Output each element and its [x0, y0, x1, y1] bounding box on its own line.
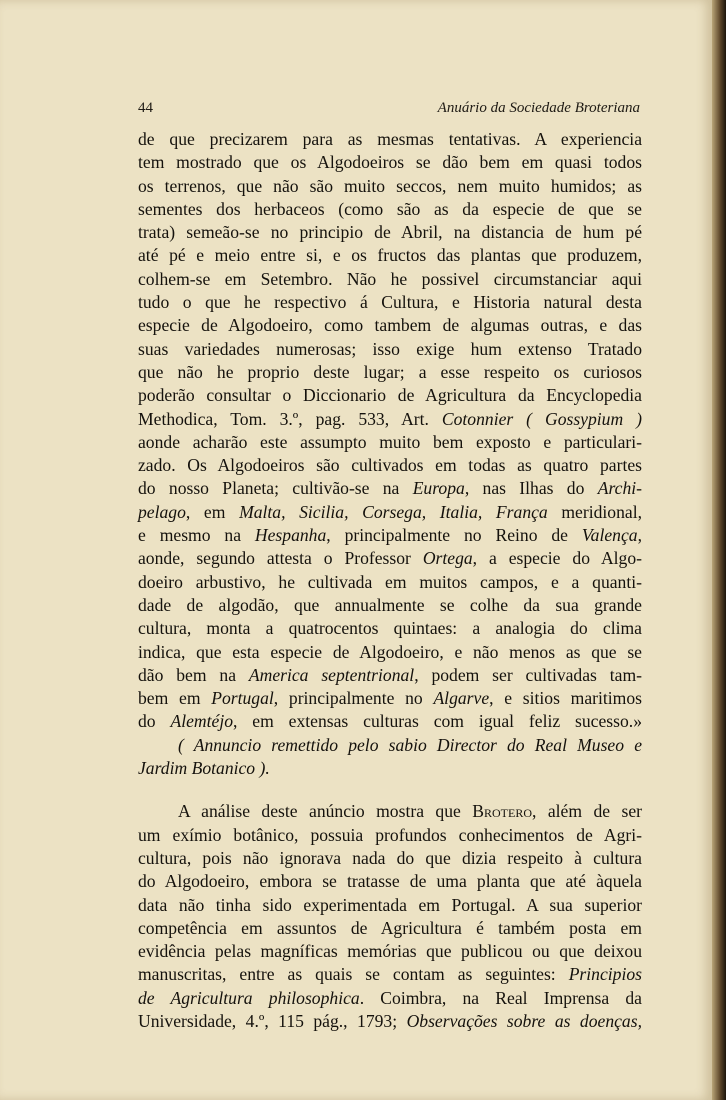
text-line: zado. Os Algodoeiros são cultivados em todas as quatro partes [138, 455, 642, 476]
page-number: 44 [138, 100, 153, 116]
text-line: trata) semeão-se no principio de Abril, na distancia de hum pé [138, 222, 642, 243]
text-line: sementes dos herbaceos (como são as da especie de que se [138, 198, 642, 219]
running-title: Anuário da Sociedade Broteriana [437, 100, 640, 116]
text-line: de Agricultura philosophica. Coimbra, na Real Imprensa da [138, 987, 642, 1008]
text-line: colhem-se em Setembro. Não he possivel circumstanciar aqui [138, 268, 642, 289]
text-line: competência em assuntos de Agricultura é também posta em [138, 917, 642, 938]
commentary-paragraph [138, 800, 642, 1033]
text-line: aonde, segundo attesta o Professor Ortega, a especie do Algo- [138, 548, 642, 569]
text-line: data não tinha sido experimentada em Portugal. A sua superior [138, 894, 642, 915]
text-line: manuscritas, entre as quais se contam as seguintes: Principios [138, 964, 642, 985]
body-text [138, 128, 642, 1033]
text-line: cultura, pois não ignorava nada do que dizia respeito à cultura [138, 847, 642, 868]
text-line: do Alemtéjo, em extensas culturas com igual feliz sucesso.» [138, 711, 642, 732]
text-line: tudo o que he respectivo á Cultura, e Historia natural desta [138, 292, 642, 313]
attribution-line: ( Annuncio remettido pelo sabio Director do Real Museo e [178, 734, 642, 755]
text-line: dade de algodão, que annualmente se colhe da sua grande [138, 594, 642, 615]
text-line: indica, que esta especie de Algodoeiro, e não menos as que se [138, 641, 642, 662]
text-line: especie de Algodoeiro, como tambem de algumas outras, e das [138, 315, 642, 336]
text-line: e mesmo na Hespanha, principalmente no Reino de Valença, [138, 525, 642, 546]
text-line: do nosso Planeta; cultivão-se na Europa, nas Ilhas do Archi- [138, 478, 642, 499]
attribution [138, 734, 642, 781]
text-line: os terrenos, que não são muito seccos, nem muito humidos; as [138, 175, 642, 196]
text-line: aonde acharão este assumpto muito bem exposto e particulari- [138, 431, 642, 452]
text-line: suas variedades numerosas; isso exige hum extenso Tratado [138, 338, 642, 359]
running-head [138, 100, 640, 117]
text-line: um exímio botânico, possuia profundos conhecimentos de Agri- [138, 824, 642, 845]
text-line: até pé e meio entre si, e os fructos das plantas que produzem, [138, 245, 642, 266]
text-line: cultura, monta a quatrocentos quintaes: a analogia do clima [138, 618, 642, 639]
text-line: de que precizarem para as mesmas tentativas. A experiencia [138, 129, 642, 149]
page-edge [712, 0, 726, 1100]
paragraph-gap [138, 780, 642, 800]
text-line: doeiro arbustivo, he cultivada em muitos campos, e a quanti- [138, 571, 642, 592]
text-line: bem em Portugal, principalmente no Algarve, e sitios maritimos [138, 688, 642, 709]
text-line: tem mostrado que os Algodoeiros se dão bem em quasi todos [138, 152, 642, 173]
text-line: evidência pelas magníficas memórias que publicou ou que deixou [138, 941, 642, 962]
attribution-line: Jardim Botanico ). [138, 758, 270, 779]
text-line: do Algodoeiro, embora se tratasse de uma planta que até àquela [138, 871, 642, 892]
text-line: dão bem na America septentrional, podem ser cultivadas tam- [138, 664, 642, 685]
text-line: Methodica, Tom. 3.º, pag. 533, Art. Cotonnier ( Gossypium ) [138, 408, 642, 429]
text-line: A análise deste anúncio mostra que Brotero, além de ser [178, 801, 642, 822]
author-name: Brotero [472, 801, 533, 822]
text-line: Universidade, 4.º, 115 pág., 1793; Observações sobre as doenças, [138, 1010, 642, 1031]
text-line: poderão consultar o Diccionario de Agricultura da Encyclopedia [138, 385, 642, 406]
text-line: que não he proprio deste lugar; a esse respeito os curiosos [138, 361, 642, 382]
text-line: pelago, em Malta, Sicilia, Corsega, Italia, França meridional, [138, 501, 642, 522]
quoted-paragraph [138, 128, 642, 734]
